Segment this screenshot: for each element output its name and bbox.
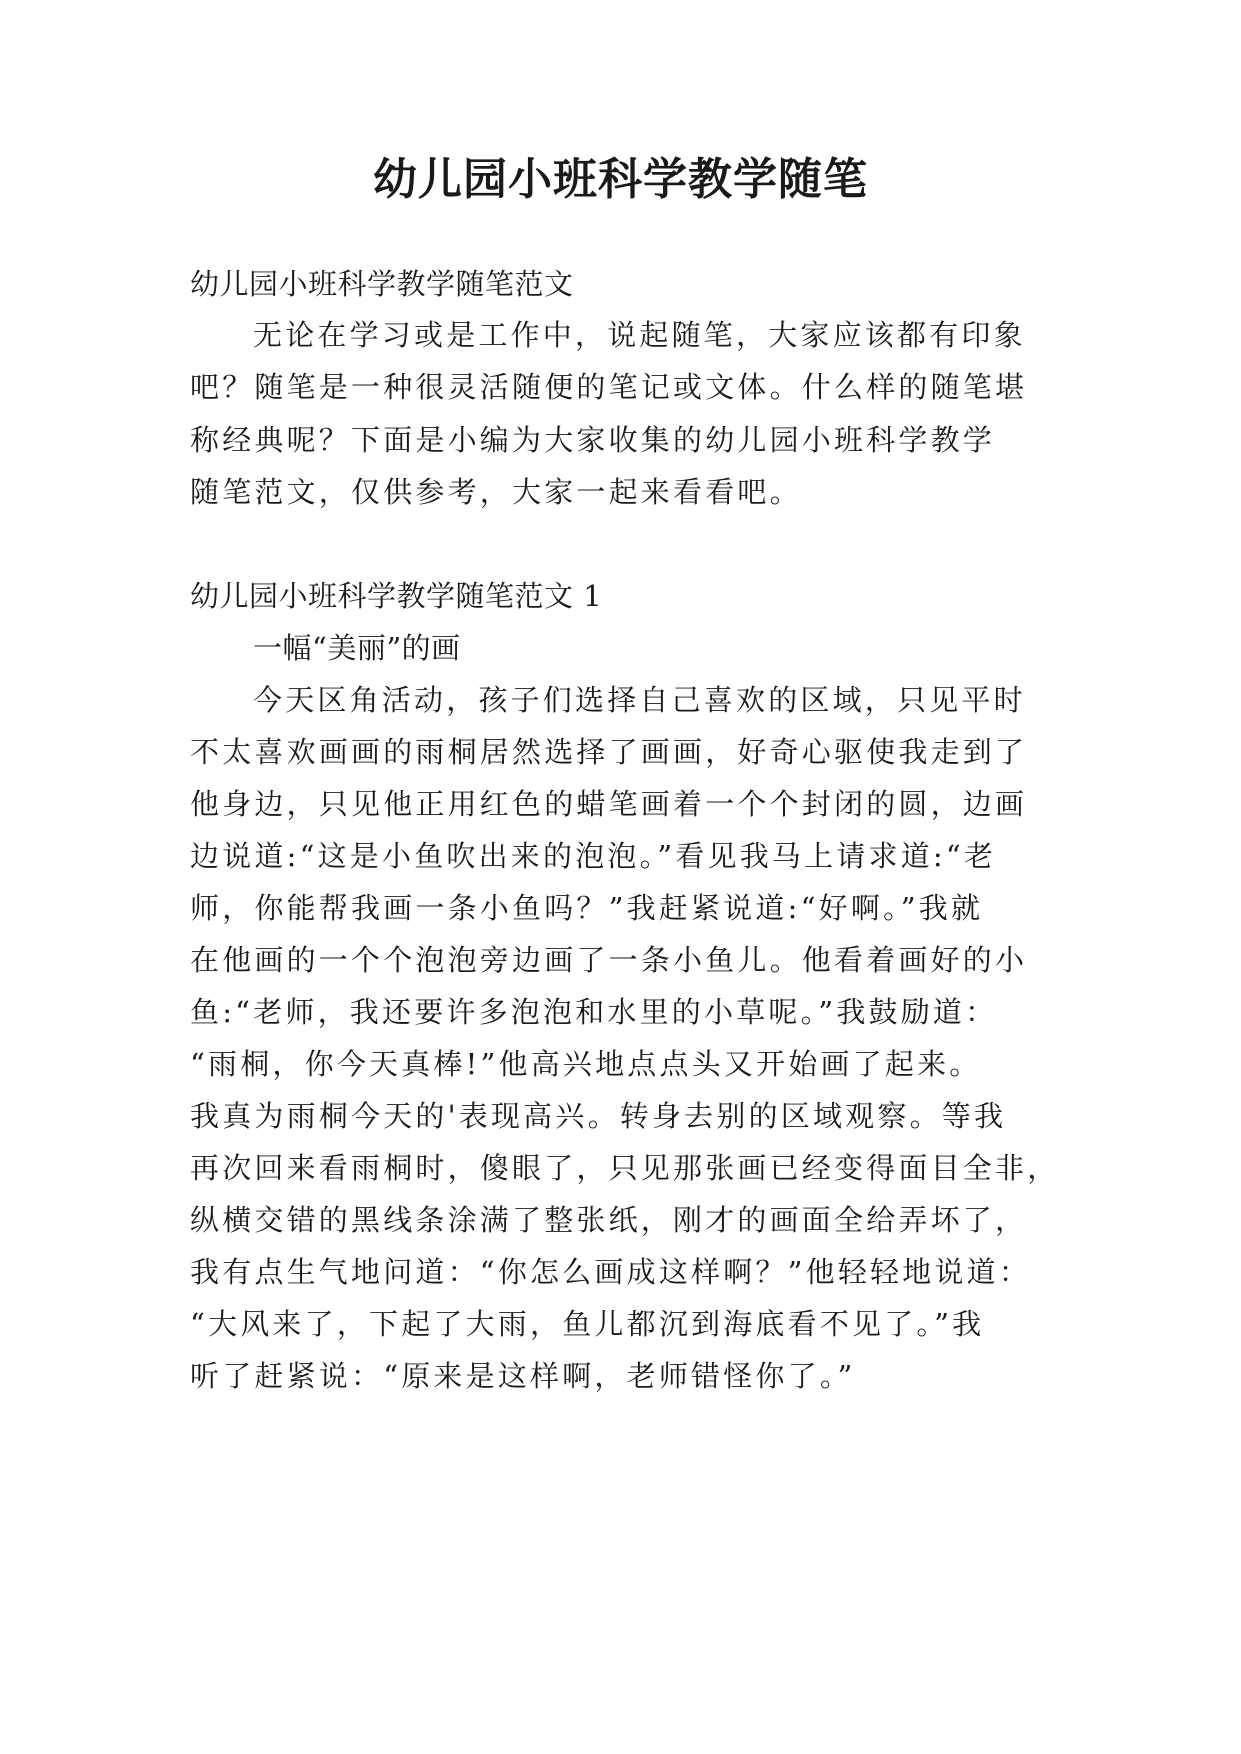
body-line: 今天区角活动，孩子们选择自己喜欢的区域，只见平时 (253, 683, 1026, 717)
body-line: 不太喜欢画画的雨桐居然选择了画画，好奇心驱使我走到了 (190, 735, 1028, 769)
body-line: 在他画的一个个泡泡旁边画了一条小鱼儿。他看着画好的小 (190, 943, 1028, 977)
body-line: 我真为雨桐今天的'表现高兴。转身去别的区域观察。等我 (190, 1099, 1007, 1133)
subtitle: 幼儿园小班科学教学随笔范文 (190, 267, 574, 301)
body-line: 再次回来看雨桐时，傻眼了，只见那张画已经变得面目全非， (190, 1151, 1060, 1185)
body-line: 纵横交错的黑线条涂满了整张纸，刚才的画面全给弄坏了， (190, 1203, 1028, 1237)
body-line: 边说道:“这是小鱼吹出来的泡泡。”看见我马上请求道:“老 (190, 839, 997, 873)
body-line: 师，你能帮我画一条小鱼吗？”我赶紧说道:“好啊。”我就 (190, 891, 984, 925)
body-line: “雨桐，你今天真棒!”他高兴地点点头又开始画了起来。 (190, 1047, 982, 1081)
intro-line: 随笔范文，仅供参考，大家一起来看看吧。 (190, 475, 802, 509)
intro-line: 无论在学习或是工作中，说起随笔，大家应该都有印象 (253, 318, 1026, 352)
document-title: 幼儿园小班科学教学随笔 (373, 154, 868, 205)
intro-line: 称经典呢？下面是小编为大家收集的幼儿园小班科学教学 (190, 423, 996, 457)
body-line: “大风来了，下起了大雨，鱼儿都沉到海底看不见了。”我 (190, 1307, 985, 1341)
intro-line: 吧？随笔是一种很灵活随便的笔记或文体。什么样的随笔堪 (190, 370, 1028, 404)
story-title: 一幅“美丽”的画 (253, 631, 461, 665)
body-line: 听了赶紧说：“原来是这样啊，老师错怪你了。” (190, 1359, 856, 1393)
section-heading: 幼儿园小班科学教学随笔范文 1 (190, 579, 603, 613)
body-line: 鱼:“老师，我还要许多泡泡和水里的小草呢。”我鼓励道： (190, 995, 998, 1029)
body-line: 我有点生气地问道：“你怎么画成这样啊？”他轻轻地说道： (190, 1255, 1032, 1289)
body-line: 他身边，只见他正用红色的蜡笔画着一个个封闭的圆，边画 (190, 787, 1028, 821)
